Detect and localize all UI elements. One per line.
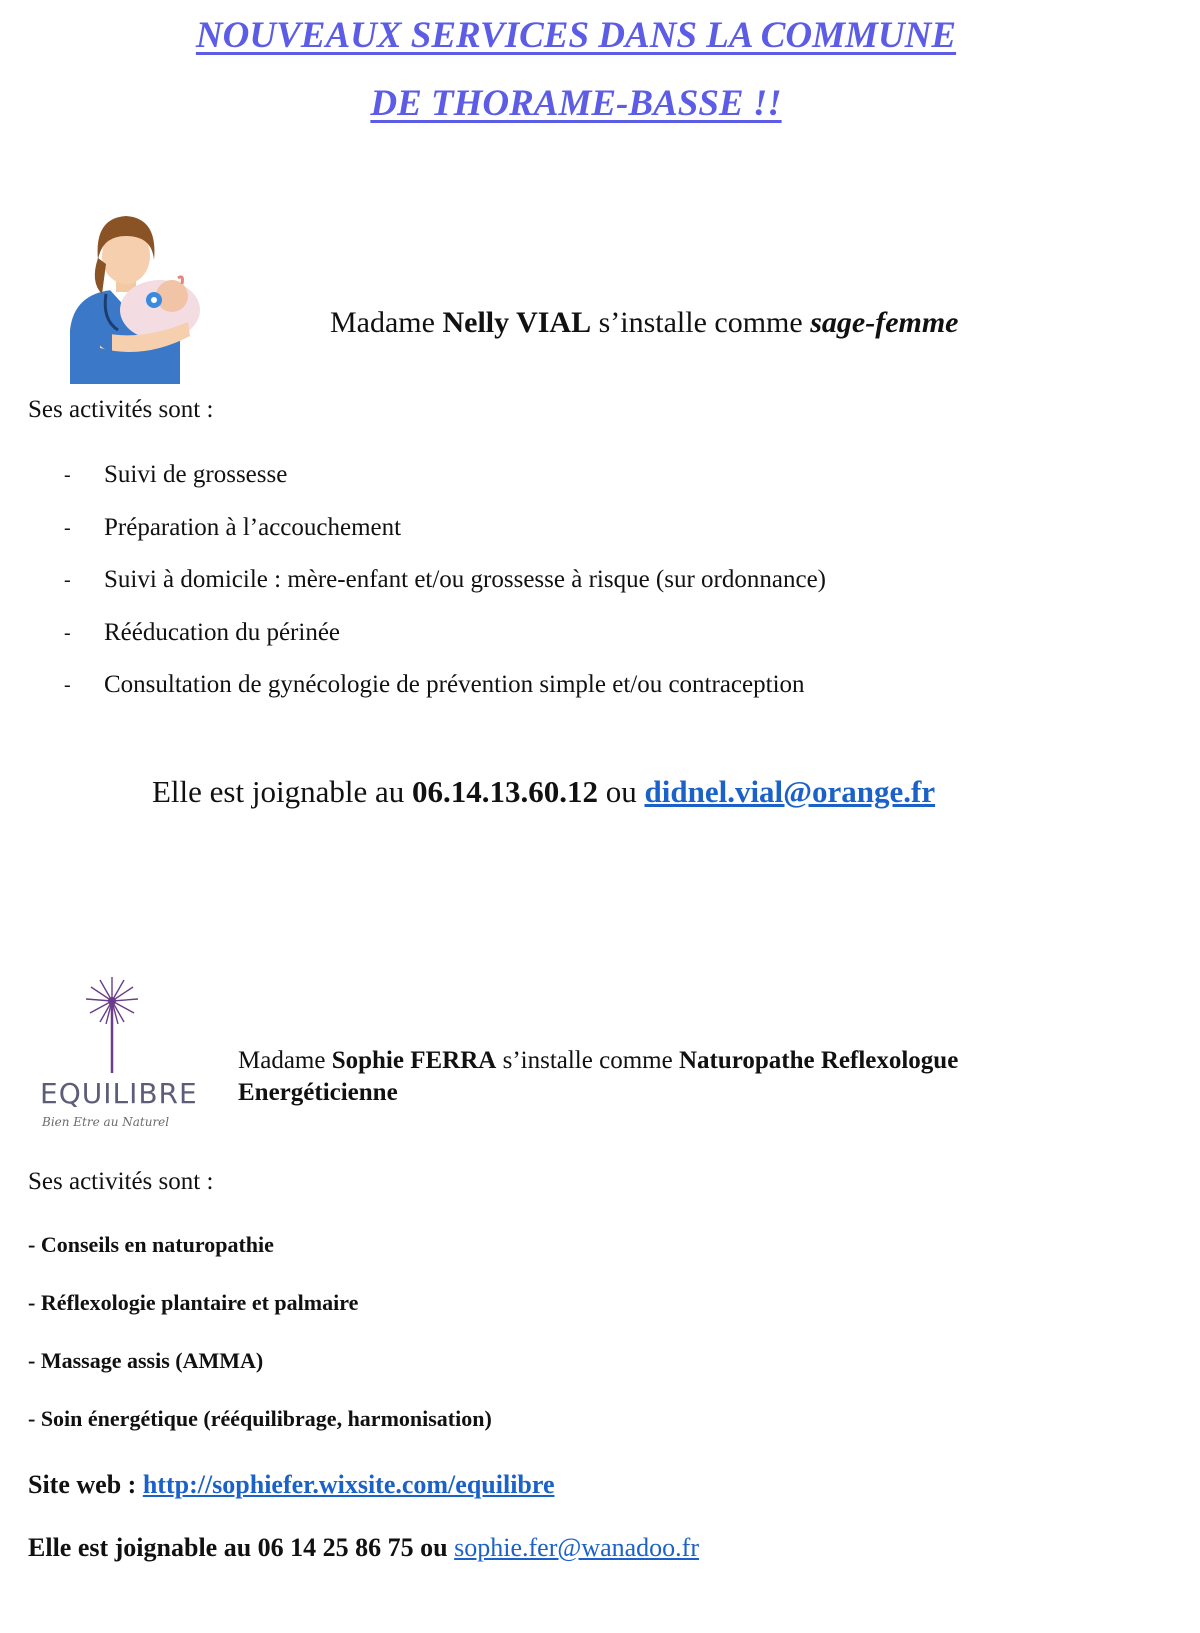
midwife-profession: sage-femme: [810, 306, 959, 339]
list-item-text: Suivi de grossesse: [104, 461, 288, 488]
naturopath-activities-list: [28, 1232, 492, 1464]
naturopath-email-link[interactable]: sophie.fer@wanadoo.fr: [454, 1533, 699, 1562]
activities-label: Ses activités sont :: [28, 396, 214, 423]
list-item-text: Rééducation du périnée: [104, 618, 341, 646]
midwife-phone: 06.14.13.60.12: [411, 774, 598, 809]
list-item: [60, 670, 826, 723]
bullet-dash: -: [64, 464, 71, 486]
bullet-dash: -: [64, 621, 71, 644]
website-label: Site web :: [28, 1470, 143, 1499]
list-item: - Conseils en naturopathie: [28, 1232, 274, 1257]
website-line: [28, 1470, 555, 1500]
logo-name: EQUILIBRE: [40, 1077, 198, 1110]
naturopath-contact: [28, 1533, 699, 1563]
list-item-text: Suivi à domicile : mère-enfant et/ou grossesse à risque (sur ordonnance): [104, 566, 826, 593]
list-item: - Réflexologie plantaire et palmaire: [28, 1290, 359, 1315]
list-item: - Massage assis (AMMA): [28, 1348, 264, 1373]
list-item-text: Préparation à l’accouchement: [104, 513, 402, 541]
page-title-line2: DE THORAME-BASSE !!: [370, 83, 782, 124]
midwife-activities-list: [60, 460, 826, 723]
list-item: - Soin énergétique (rééquilibrage, harmonisation): [28, 1406, 492, 1431]
heading-prefix: Madame: [238, 1047, 332, 1074]
bullet-dash: -: [64, 674, 71, 696]
list-item: [60, 513, 826, 566]
contact-middle: ou: [597, 774, 645, 809]
midwife-email-link[interactable]: didnel.vial@orange.fr: [644, 774, 936, 809]
list-item: [60, 565, 826, 618]
bullet-dash: -: [64, 569, 71, 591]
website-link[interactable]: http://sophiefer.wixsite.com/equilibre: [142, 1470, 555, 1499]
naturopath-name: Sophie FERRA: [331, 1047, 497, 1074]
dandelion-icon: [84, 975, 140, 1075]
contact-prefix: Elle est joignable au: [152, 774, 412, 809]
bullet-dash: -: [64, 516, 71, 539]
list-item: [60, 618, 826, 671]
activities-label: Ses activités sont :: [28, 1168, 214, 1195]
equilibre-logo: [26, 975, 196, 1135]
heading-prefix: Madame: [330, 306, 443, 339]
naturopath-profession-line1: Naturopathe Reflexologue: [678, 1047, 959, 1074]
heading-middle: s’installe comme: [591, 306, 811, 339]
list-item-text: Consultation de gynécologie de prévention simple et/ou contraception: [104, 671, 805, 698]
heading-middle: s’installe comme: [496, 1047, 679, 1074]
midwife-holding-baby-icon: [60, 212, 210, 384]
page-title-line1: NOUVEAUX SERVICES DANS LA COMMUNE: [195, 15, 957, 56]
midwife-contact: [152, 774, 935, 810]
naturopath-profession-line2: Energéticienne: [238, 1079, 398, 1106]
list-item: [60, 460, 826, 513]
contact-prefix: Elle est joignable au 06 14 25 86 75 ou: [28, 1533, 455, 1562]
naturopath-heading: [238, 1045, 1138, 1109]
midwife-name: Nelly VIAL: [442, 306, 592, 339]
logo-tagline: Bien Etre au Naturel: [42, 1115, 170, 1129]
midwife-heading: [330, 306, 959, 340]
